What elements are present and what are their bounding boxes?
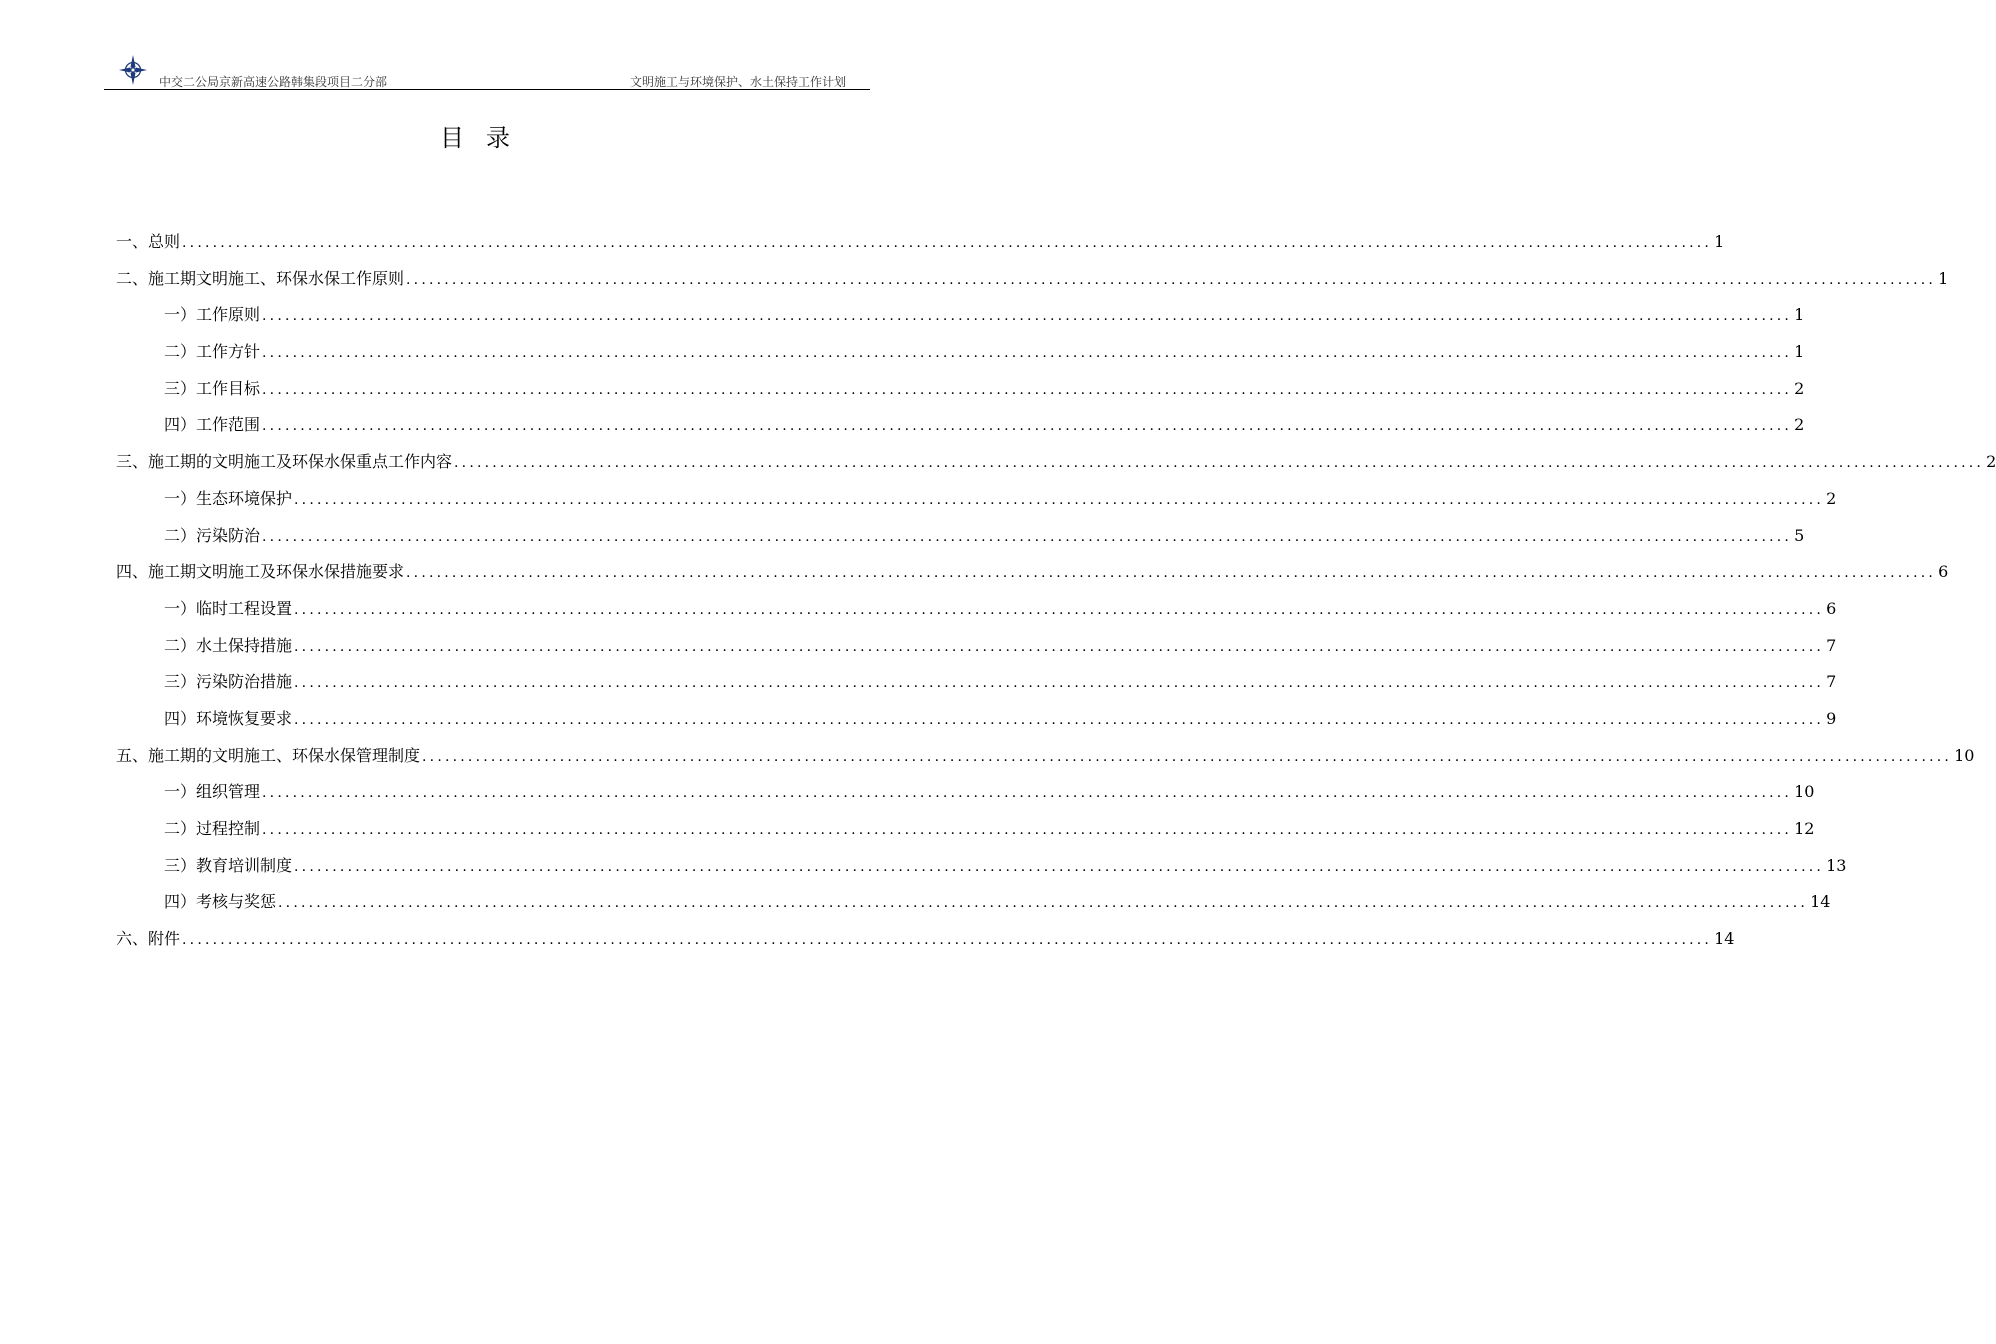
toc-entry[interactable] <box>116 297 1805 334</box>
toc-entry-title: 二）水土保持措施 <box>164 635 293 655</box>
header-divider <box>104 89 870 90</box>
toc-dot-leader: ........................................................................................................................................................................................................ <box>262 345 1793 362</box>
toc-dot-leader: ........................................................................................................................................................................................................ <box>262 308 1793 325</box>
toc-entry[interactable] <box>116 848 1847 885</box>
toc-entry[interactable] <box>116 261 1949 298</box>
toc-entry[interactable] <box>116 444 1996 481</box>
toc-entry[interactable] <box>116 921 1735 958</box>
toc-entry-title: 四、施工期文明施工及环保水保措施要求 <box>116 562 405 582</box>
toc-dot-leader: ........................................................................................................................................................................................................ <box>294 491 1825 508</box>
toc-dot-leader: ........................................................................................................................................................................................................ <box>262 822 1793 838</box>
toc-dot-leader: ........................................................................................................................................................................................................ <box>262 528 1793 545</box>
toc-entry[interactable] <box>116 518 1805 555</box>
toc-entry[interactable] <box>116 481 1837 518</box>
toc-entry-title: 一）临时工程设置 <box>164 598 293 618</box>
toc-page-number: 2 <box>1986 452 1996 472</box>
toc-dot-leader: ........................................................................................................................................................................................................ <box>406 271 1937 288</box>
toc-entry-title: 一）生态环境保护 <box>164 488 293 508</box>
toc-page-number: 10 <box>1954 745 1975 765</box>
toc-entry[interactable] <box>116 334 1805 371</box>
toc-page-number: 1 <box>1794 342 1805 362</box>
toc-page-number: 13 <box>1826 855 1847 875</box>
toc-entry-title: 一）工作原则 <box>164 305 261 325</box>
toc-dot-leader: ........................................................................................................................................................................................................ <box>294 711 1825 728</box>
toc-entry-title: 六、附件 <box>116 929 181 949</box>
toc-entry-title: 三、施工期的文明施工及环保水保重点工作内容 <box>116 452 453 472</box>
toc-entry[interactable] <box>116 628 1837 665</box>
toc-entry[interactable] <box>116 811 1815 848</box>
toc-entry-title: 二）过程控制 <box>164 819 261 838</box>
toc-page-number: 10 <box>1794 782 1815 802</box>
toc-entry-title: 二、施工期文明施工、环保水保工作原则 <box>116 268 405 288</box>
toc-page-number: 5 <box>1794 525 1805 545</box>
toc-page-number: 1 <box>1794 305 1805 325</box>
toc-page-number: 2 <box>1794 415 1805 435</box>
toc-page-number: 12 <box>1794 819 1815 838</box>
toc-entry-title: 一）组织管理 <box>164 782 261 802</box>
toc-dot-leader: ........................................................................................................................................................................................................ <box>182 932 1713 949</box>
toc-entry-title: 三）教育培训制度 <box>164 855 293 875</box>
toc-page-number: 6 <box>1826 598 1837 618</box>
toc-page-number: 6 <box>1938 562 1949 582</box>
page-title: 目录 <box>440 124 532 152</box>
toc-entry[interactable] <box>116 224 1725 261</box>
toc-dot-leader: ........................................................................................................................................................................................................ <box>262 381 1793 398</box>
toc-dot-leader: ........................................................................................................................................................................................................ <box>454 455 1985 472</box>
toc-entry[interactable] <box>116 884 1831 921</box>
toc-page-number: 2 <box>1826 488 1837 508</box>
toc-entry[interactable] <box>116 738 1975 775</box>
toc-dot-leader: ........................................................................................................................................................................................................ <box>262 785 1793 802</box>
toc-entry-title: 二）工作方针 <box>164 342 261 362</box>
toc-entry-title: 四）工作范围 <box>164 415 261 435</box>
toc-dot-leader: ........................................................................................................................................................................................................ <box>262 418 1793 435</box>
toc-dot-leader: ........................................................................................................................................................................................................ <box>294 601 1825 618</box>
toc-page-number: 7 <box>1826 635 1837 655</box>
toc-dot-leader: ........................................................................................................................................................................................................ <box>422 748 1953 765</box>
toc-page-number: 2 <box>1794 378 1805 398</box>
toc-page-number: 1 <box>1938 268 1949 288</box>
toc-dot-leader: ........................................................................................................................................................................................................ <box>406 565 1937 582</box>
toc-dot-leader: ........................................................................................................................................................................................................ <box>182 235 1713 251</box>
toc-entry-title: 一、总则 <box>116 232 181 251</box>
toc-page-number: 9 <box>1826 708 1837 728</box>
toc-entry[interactable] <box>116 554 1949 591</box>
table-of-contents <box>116 224 1996 958</box>
toc-entry-title: 三）工作目标 <box>164 378 261 398</box>
toc-dot-leader: ........................................................................................................................................................................................................ <box>294 858 1825 875</box>
toc-entry[interactable] <box>116 701 1837 738</box>
toc-dot-leader: ........................................................................................................................................................................................................ <box>278 895 1809 912</box>
header-document-title: 文明施工与环境保护、水土保持工作计划 <box>629 75 846 89</box>
toc-page-number: 14 <box>1714 929 1735 949</box>
toc-dot-leader: ........................................................................................................................................................................................................ <box>294 638 1825 655</box>
toc-entry[interactable] <box>116 407 1805 444</box>
toc-entry-title: 四）考核与奖惩 <box>164 892 277 912</box>
toc-entry[interactable] <box>116 371 1805 408</box>
header-organization: 中交二公局京新高速公路韩集段项目二分部 <box>159 75 388 89</box>
toc-page-number: 14 <box>1810 892 1831 912</box>
company-logo-icon <box>118 54 148 86</box>
toc-entry-title: 五、施工期的文明施工、环保水保管理制度 <box>116 745 421 765</box>
toc-entry[interactable] <box>116 774 1815 811</box>
toc-dot-leader: ........................................................................................................................................................................................................ <box>294 675 1825 692</box>
toc-entry[interactable] <box>116 591 1837 628</box>
toc-page-number: 7 <box>1826 672 1837 692</box>
toc-entry-title: 二）污染防治 <box>164 525 261 545</box>
toc-entry-title: 三）污染防治措施 <box>164 672 293 692</box>
toc-entry-title: 四）环境恢复要求 <box>164 708 293 728</box>
toc-page-number: 1 <box>1714 232 1725 251</box>
toc-entry[interactable] <box>116 664 1837 701</box>
page-header <box>104 54 870 90</box>
